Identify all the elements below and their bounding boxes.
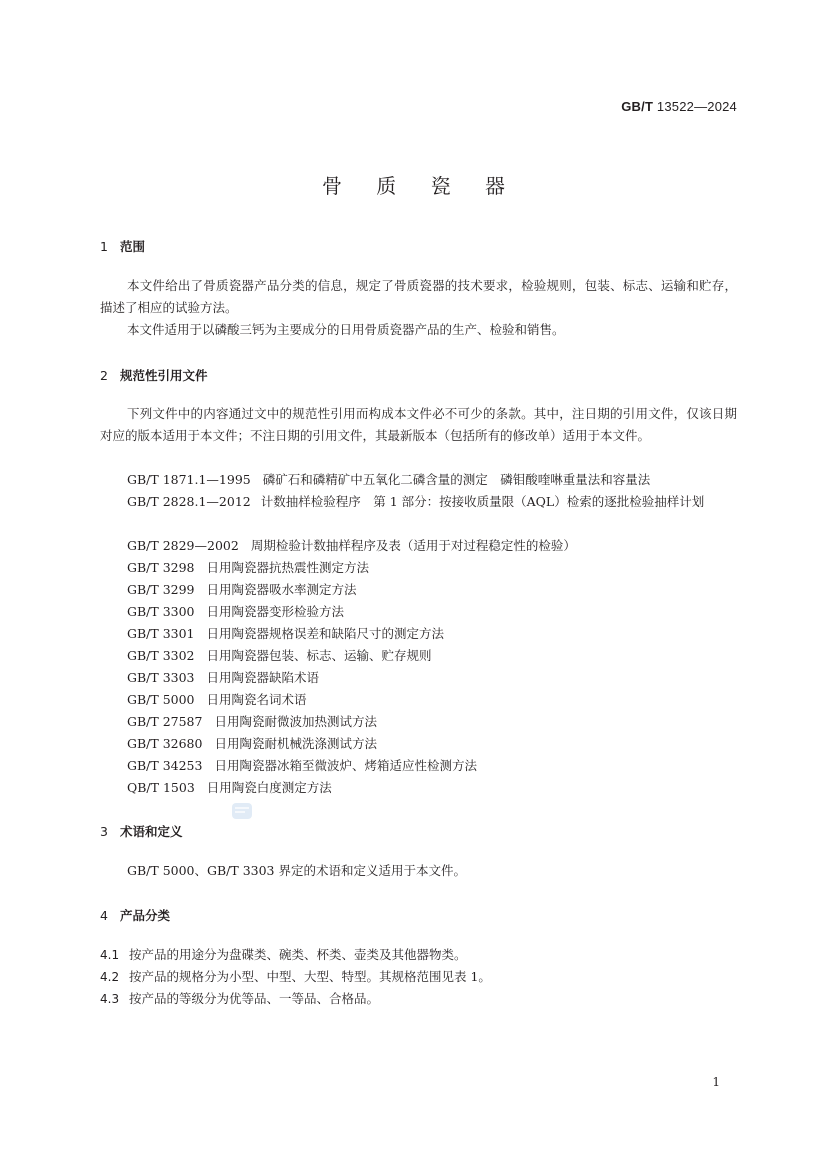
reference-title: 日用陶瓷名词术语 <box>206 692 307 707</box>
reference-code: GB/T 27587 <box>127 714 203 729</box>
reference-item <box>127 469 650 491</box>
reference-code: QB/T 1503 <box>127 780 195 795</box>
clause-item <box>100 966 491 988</box>
reference-title: 日用陶瓷器规格误差和缺陷尺寸的测定方法 <box>206 626 445 641</box>
reference-title: 日用陶瓷器吸水率测定方法 <box>206 582 357 597</box>
reference-title: 日用陶瓷器包装、标志、运输、贮存规则 <box>206 648 432 663</box>
section-number: 4 <box>100 908 108 923</box>
reference-title: 日用陶瓷白度测定方法 <box>206 780 332 795</box>
reference-code: GB/T 1871.1—1995 <box>127 472 251 487</box>
clause-item <box>100 944 467 966</box>
section-title: 术语和定义 <box>120 824 183 839</box>
reference-code: GB/T 3298 <box>127 560 195 575</box>
reference-code: GB/T 3300 <box>127 604 195 619</box>
reference-item <box>127 711 377 733</box>
reference-code: GB/T 32680 <box>127 736 203 751</box>
section-heading-scope <box>100 237 145 255</box>
section-number: 2 <box>100 368 108 383</box>
reference-item <box>127 645 432 667</box>
section-heading-terms-and-definitions <box>100 822 183 840</box>
reference-title: 周期检验计数抽样程序及表（适用于对过程稳定性的检验） <box>250 538 576 553</box>
reference-item <box>127 755 477 777</box>
reference-item <box>127 689 307 711</box>
reference-code: GB/T 3301 <box>127 626 195 641</box>
reference-title: 日用陶瓷器变形检验方法 <box>206 604 345 619</box>
reference-item <box>127 535 576 557</box>
page-number: 1 <box>712 1075 720 1089</box>
reference-code: GB/T 3299 <box>127 582 195 597</box>
clause-text: 按产品的等级分为优等品、一等品、合格品。 <box>129 991 380 1006</box>
reference-code: GB/T 34253 <box>127 758 203 773</box>
reference-item <box>127 733 377 755</box>
reference-code: GB/T 3303 <box>127 670 195 685</box>
reference-title: 日用陶瓷器冰箱至微波炉、烤箱适应性检测方法 <box>214 758 477 773</box>
section-title: 规范性引用文件 <box>120 368 208 383</box>
clause-number: 4.3 <box>100 992 120 1006</box>
standard-prefix: GB/T <box>621 99 654 114</box>
section-title: 产品分类 <box>120 908 171 923</box>
reference-title: 日用陶瓷耐微波加热测试方法 <box>214 714 377 729</box>
paragraph: GB/T 5000、GB/T 3303 界定的术语和定义适用于本文件。 <box>127 863 466 878</box>
section-number: 1 <box>100 239 108 254</box>
clause-number: 4.2 <box>100 970 120 984</box>
document-title: 骨 质 瓷 器 <box>321 174 520 198</box>
reference-item <box>127 623 444 645</box>
reference-title: 日用陶瓷耐机械洗涤测试方法 <box>214 736 377 751</box>
paragraph: 本文件适用于以磷酸三钙为主要成分的日用骨质瓷器产品的生产、检验和销售。 <box>127 322 565 337</box>
clause-text: 按产品的用途分为盘碟类、碗类、杯类、壶类及其他器物类。 <box>129 947 467 962</box>
reference-title: 日用陶瓷器抗热震性测定方法 <box>206 560 370 575</box>
section-heading-normative-references <box>100 366 208 384</box>
reference-code: GB/T 5000 <box>127 692 195 707</box>
section-number: 3 <box>100 824 108 839</box>
section-title: 范围 <box>120 239 146 254</box>
clause-item <box>100 988 379 1010</box>
reference-title: 计数抽样检验程序 第 1 部分：按接收质量限（AQL）检索的逐批检验抽样计划 <box>260 494 705 509</box>
reference-item <box>127 777 332 799</box>
standard-code: 13522—2024 <box>656 99 737 114</box>
reference-title: 日用陶瓷器缺陷术语 <box>206 670 320 685</box>
reference-item <box>127 579 357 601</box>
paragraph: 下列文件中的内容通过文中的规范性引用而构成本文件必不可少的条款。其中，注日期的引用文件，仅该日期对应的版本适用于本文件；不注日期的引用文件，其最新版本（包括所有的修改单）适用于本文件。 <box>100 406 737 443</box>
reference-title: 磷矿石和磷精矿中五氧化二磷含量的测定 磷钼酸喹啉重量法和容量法 <box>262 472 651 487</box>
reference-item <box>100 491 737 513</box>
reference-code: GB/T 2829—2002 <box>127 538 239 553</box>
watermark-logo-icon <box>231 800 253 822</box>
reference-item <box>127 601 344 623</box>
clause-number: 4.1 <box>100 948 120 962</box>
section-heading-product-classification <box>100 906 170 924</box>
clause-text: 按产品的规格分为小型、中型、大型、特型。其规格范围见表 1。 <box>129 969 491 984</box>
reference-code: GB/T 2828.1—2012 <box>127 494 251 509</box>
reference-item <box>127 667 319 689</box>
reference-item <box>127 557 369 579</box>
reference-code: GB/T 3302 <box>127 648 195 663</box>
paragraph: 本文件给出了骨质瓷器产品分类的信息，规定了骨质瓷器的技术要求，检验规则，包装、标志、运输和贮存，描述了相应的试验方法。 <box>100 278 737 315</box>
standard-number <box>621 99 737 114</box>
